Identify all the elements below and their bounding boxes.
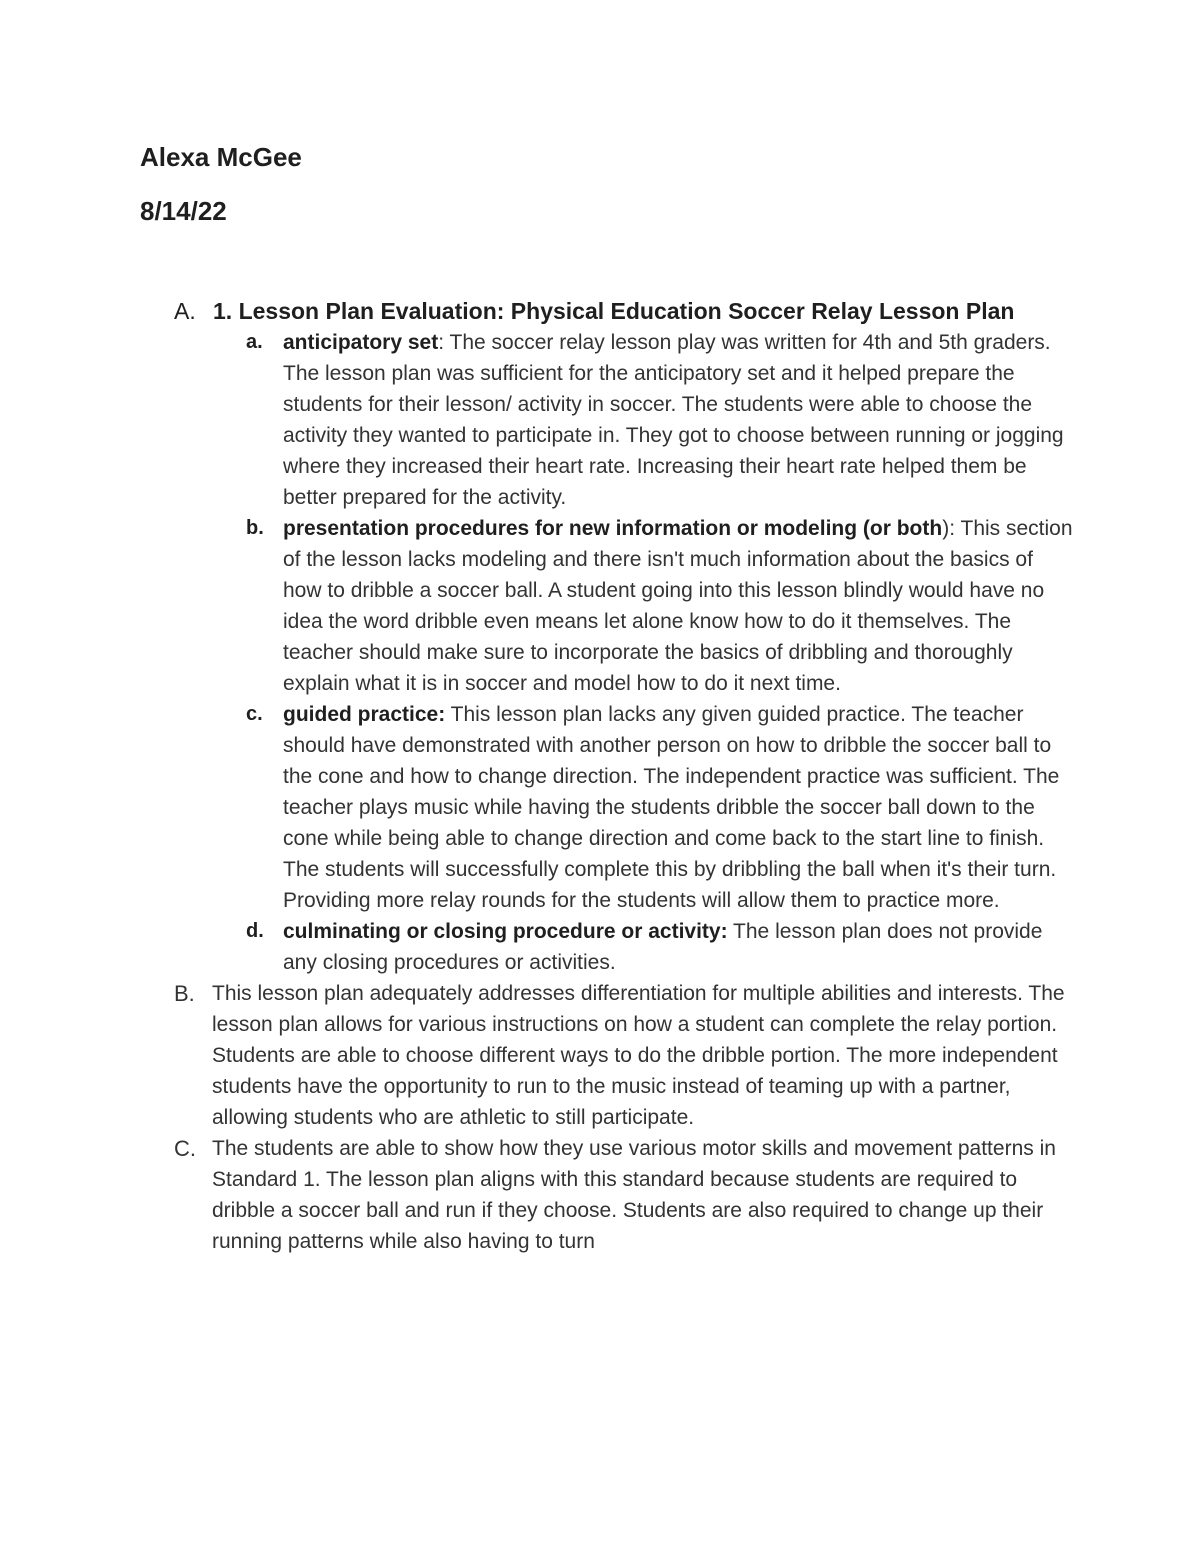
outline-list [0,296,1200,1257]
section-c-text: The students are able to show how they use various motor skills and movement patterns in Standard 1. The lesson plan aligns with this standard because students are required to dribble a soccer ball and run if they choose. Students are also required to change up their running patterns while also having to turn [212,1137,1056,1253]
section-a-heading: 1. Lesson Plan Evaluation: Physical Education Soccer Relay Lesson Plan [213,298,1015,324]
list-item-body: This lesson plan lacks any given guided practice. The teacher should have demonstrated with another person on how to dribble the soccer ball to the cone and how to change direction. The independent practice was sufficient. The teacher plays music while having the students dribble the soccer ball down to the cone while being able to change direction and come back to the start line to finish. The students will successfully complete this by dribbling the ball when it's their turn. Providing more relay rounds for the students will allow them to practice more. [283,703,1060,912]
list-item-suffix: ): [942,517,956,540]
list-item-suffix: : [438,331,445,354]
list-item-marker: b. [246,517,264,539]
section-a-marker: A. [174,298,196,324]
list-item-text [283,916,1073,978]
list-item-label: anticipatory set [283,331,439,354]
list-item-body: The lesson plan does not provide any closing procedures or activities. [283,920,1043,974]
section-a [0,296,1200,978]
section-c-marker: C. [174,1136,196,1161]
document-date: 8/14/22 [140,196,227,226]
list-item-body: This section of the lesson lacks modeling and there isn't much information about the basics of how to dribble a soccer ball. A student going into this lesson blindly would have no idea the word dribble even means let alone know how to do it themselves. The teacher should make sure to incorporate the basics of dribbling and thoroughly explain what it is in soccer and model how to do it next time. [283,517,1073,695]
section-c [0,1133,1200,1257]
list-item-marker: a. [246,331,263,353]
list-item-text [283,699,1073,916]
section-b-text: This lesson plan adequately addresses differentiation for multiple abilities and interests. The lesson plan allows for various instructions on how a student can complete the relay portion. Students are able to choose different ways to do the dribble portion. The more independent students have the opportunity to run to the music instead of teaming up with a partner, allowing students who are athletic to still participate. [212,982,1065,1129]
list-item-text [283,327,1073,513]
section-b-marker: B. [174,981,195,1006]
list-item-text [283,513,1073,699]
list-item-guided-practice [0,699,1200,916]
list-item-body: The soccer relay lesson play was written for 4th and 5th graders. The lesson plan was sufficient for the anticipatory set and it helped prepare the students for their lesson/ activity in soccer. The students were able to choose the activity they wanted to participate in. They got to choose between running or jogging where they increased their heart rate. Increasing their heart rate helped them be better prepared for the activity. [283,331,1064,509]
author-name: Alexa McGee [140,142,302,172]
list-item-label: guided practice: [283,703,446,726]
list-item-presentation-procedures [0,513,1200,699]
list-item-closing-procedure [0,916,1200,978]
section-b [0,978,1200,1133]
list-item-label: presentation procedures for new information or modeling (or both [283,517,943,540]
list-item-label: culminating or closing procedure or activity: [283,920,728,943]
list-item-marker: d. [246,920,264,942]
list-item-anticipatory-set [0,327,1200,513]
list-item-marker: c. [246,703,263,725]
